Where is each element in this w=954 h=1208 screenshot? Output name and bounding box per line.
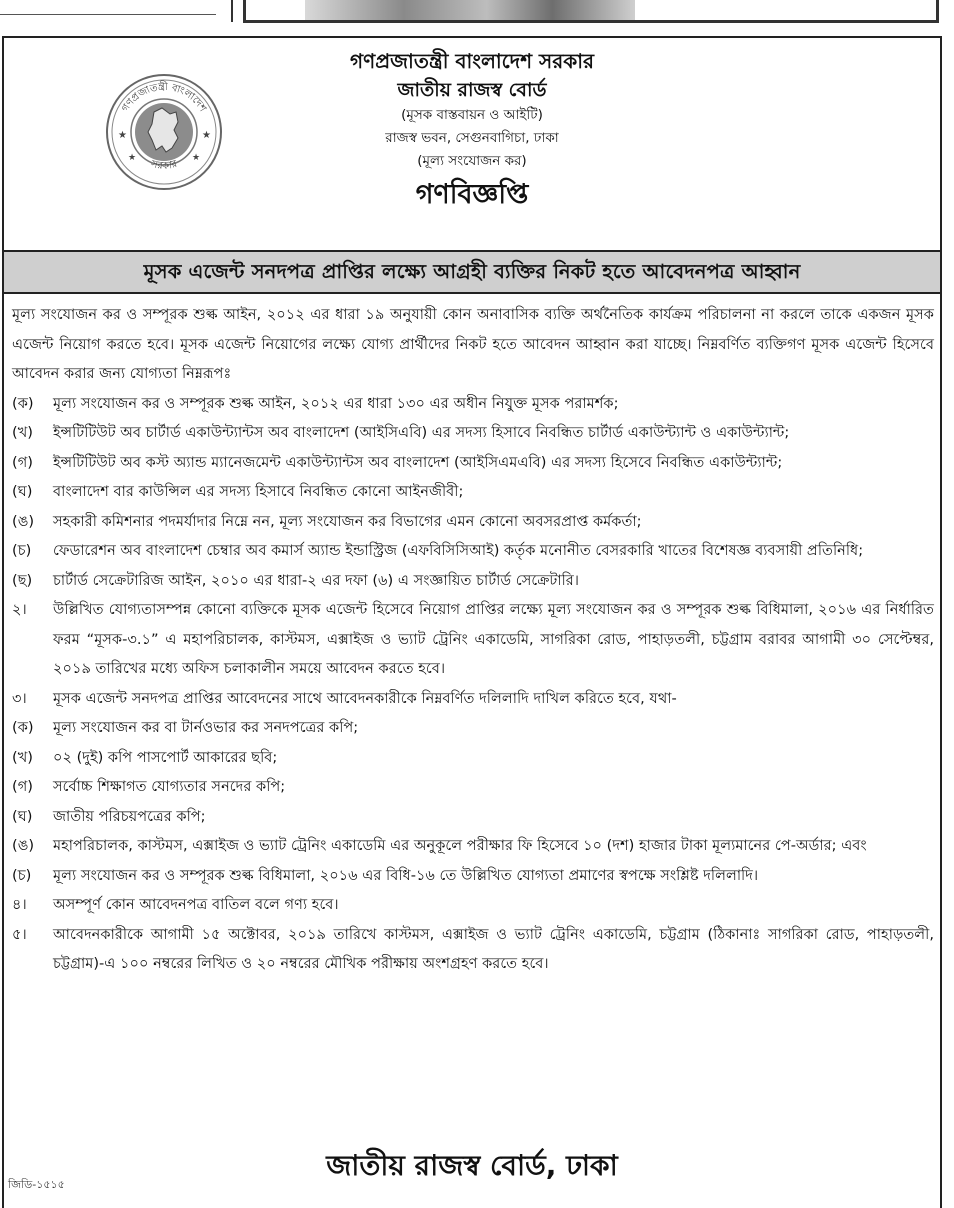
section-number: ৩। — [12, 689, 27, 707]
notice-header — [4, 38, 940, 250]
item-text: মূল্য সংযোজন কর ও সম্পূরক শুল্ক আইন, ২০১২ এর ধারা ১৩০ এর অধীন নিযুক্ত মূসক পরামর্শক; — [53, 394, 619, 412]
item-label: (খ) — [12, 424, 33, 441]
section-text: অসম্পূর্ণ কোন আবেদনপত্র বাতিল বলে গণ্য হবে। — [53, 896, 339, 913]
item-text: ফেডারেশন অব বাংলাদেশ চেম্বার অব কমার্স অ্যান্ড ইন্ডাস্ট্রিজ (এফবিসিসিআই) কর্তৃক মনোনীত বেসরকারি খাতের বিশেষজ্ঞ ব্যবসায়ী প্রতিনিধি; — [53, 542, 864, 559]
item-label: (খ) — [12, 748, 33, 766]
eligibility-item — [12, 477, 934, 507]
item-label: (ছ) — [12, 571, 33, 589]
department-name: (মূল্য সংযোজন কর) — [417, 153, 527, 169]
item-text: সহকারী কমিশনার পদমর্যাদার নিম্নে নন, মূল্য সংযোজন কর বিভাগের এমন কোনো অবসরপ্রাপ্ত কর্মকর্তা; — [53, 512, 642, 530]
item-text: বাংলাদেশ বার কাউন্সিল এর সদস্য হিসাবে নিবন্ধিত কোনো আইনজীবী; — [53, 483, 464, 500]
eligibility-item — [12, 536, 934, 566]
item-label: (চ) — [12, 542, 32, 559]
header-lines — [304, 46, 640, 215]
notice-frame — [2, 36, 942, 1208]
section-3 — [12, 684, 934, 714]
section-5 — [12, 920, 934, 979]
item-label: (ঙ) — [12, 837, 35, 854]
item-label: (ঙ) — [12, 512, 35, 530]
item-text: ০২ (দুই) কপি পাসপোর্ট আকারের ছবি; — [53, 748, 278, 766]
gd-code: জিডি-১৫১৫ — [8, 1178, 65, 1191]
document-item — [12, 861, 934, 891]
eligibility-item — [12, 389, 934, 419]
document-item — [12, 713, 934, 743]
item-text: ইন্সটিটিউট অব চার্টার্ড একাউন্ট্যান্টস অব বাংলাদেশ (আইসিএবি) এর সদস্য হিসাবে নিবন্ধিত চার্টার্ড একাউন্ট্যান্ট ও একাউন্ট্যান্ট; — [53, 424, 790, 441]
item-label: (ঘ) — [12, 807, 33, 825]
item-text: মূল্য সংযোজন কর ও সম্পূরক শুল্ক বিধিমালা, ২০১৬ এর বিধি-১৬ তে উল্লিখিত যোগ্যতা প্রমাণের স্বপক্ষে সংশ্লিষ্ট দলিলাদি। — [53, 866, 759, 884]
item-text: মহাপরিচালক, কাস্টমস, এক্সাইজ ও ভ্যাট ট্রেনিং একাডেমি এর অনুকূলে পরীক্ষার ফি হিসেবে ১০ (দশ) হাজার টাকা মূল্যমানের পে-অর্ডার; এবং — [53, 837, 867, 854]
svg-text:★: ★ — [128, 153, 137, 163]
item-text: চার্টার্ড সেক্রেটারিজ আইন, ২০১০ এর ধারা-২ এর দফা (৬) এ সংজ্ঞায়িত চার্টার্ড সেক্রেটারি। — [53, 571, 580, 589]
seal-text-bottom: সরকার — [149, 158, 179, 172]
intro-paragraph: মূল্য সংযোজন কর ও সম্পূরক শুল্ক আইন, ২০১২ এর ধারা ১৯ অনুযায়ী কোন অনাবাসিক ব্যক্তি অর্থনৈতিক কার্যক্রম পরিচালনা না করলে তাকে একজন মূসক এজেন্ট নিয়োগ করতে হবে। মূসক এজেন্ট নিয়োগের লক্ষ্যে যোগ্য প্রার্থীদের নিকট হতে আবেদন আহ্বান করা যাচ্ছে। নিম্নবর্ণিত ব্যক্তিগণ মূসক এজেন্ট হিসেবে আবেদন করার জন্য যোগ্যতা নিম্নরূপঃ — [12, 306, 934, 382]
government-name: গণপ্রজাতন্ত্রী বাংলাদেশ সরকার — [350, 49, 594, 73]
wing-name: (মূসক বাস্তবায়ন ও আইটি) — [401, 107, 543, 123]
section-2 — [12, 595, 934, 684]
document-item — [12, 743, 934, 773]
item-text: জাতীয় পরিচয়পত্রের কপি; — [53, 807, 206, 825]
government-seal — [104, 72, 224, 192]
section-number: ২। — [12, 601, 27, 618]
board-address: রাজস্ব ভবন, সেগুনবাগিচা, ঢাকা — [385, 130, 559, 146]
column-rule — [231, 0, 233, 22]
notice-title: গণবিজ্ঞপ্তি — [415, 179, 529, 210]
eligibility-item — [12, 418, 934, 448]
item-text: সর্বোচ্চ শিক্ষাগত যোগ্যতার সনদের কপি; — [53, 778, 286, 795]
document-item — [12, 772, 934, 802]
section-number: ৪। — [12, 896, 27, 913]
seal-text-top: গণপ্রজাতন্ত্রী বাংলাদেশ — [120, 81, 208, 114]
top-strip — [0, 0, 954, 26]
svg-text:★: ★ — [118, 130, 127, 141]
item-label: (ঘ) — [12, 483, 33, 500]
notice-body — [12, 300, 934, 979]
item-label: (গ) — [12, 453, 33, 471]
issuer-signature: জাতীয় রাজস্ব বোর্ড, ঢাকা — [326, 1149, 618, 1182]
document-item — [12, 802, 934, 832]
section-4 — [12, 890, 934, 920]
eligibility-item — [12, 566, 934, 596]
section-text: উল্লিখিত যোগ্যতাসম্পন্ন কোনো ব্যক্তিকে মূসক এজেন্ট হিসেবে নিয়োগ প্রাপ্তির লক্ষ্যে মূল্য সংযোজন কর ও সম্পূরক শুল্ক বিধিমালা, ২০১৬ এর নির্ধারিত ফরম “মূসক-৩.১” এ মহাপরিচালক, কাস্টমস, এক্সাইজ ও ভ্যাট ট্রেনিং একাডেমি, সাগরিকা রোড, পাহাড়তলী, চট্টগ্রাম বরাবর আগামী ৩০ সেপ্টেম্বর, ২০১৯ তারিখের মধ্যে অফিস চলাকালীন সময়ে আবেদন করতে হবে। — [53, 601, 934, 677]
previous-ad-edge — [0, 0, 216, 15]
eligibility-item — [12, 448, 934, 478]
item-label: (চ) — [12, 866, 32, 884]
eligibility-item — [12, 507, 934, 537]
svg-text:★: ★ — [192, 153, 201, 163]
notice-banner: মূসক এজেন্ট সনদপত্র প্রাপ্তির লক্ষ্যে আগ্রহী ব্যক্তির নিকট হতে আবেদনপত্র আহ্বান — [4, 250, 940, 294]
item-text: ইন্সটিটিউট অব কস্ট অ্যান্ড ম্যানেজমেন্ট একাউন্ট্যান্টস অব বাংলাদেশ (আইসিএমএবি) এর সদস্য হিসেবে নিবন্ধিত একাউন্ট্যান্ট; — [53, 453, 783, 471]
previous-ad-photo — [305, 0, 635, 20]
item-label: (ক) — [12, 394, 34, 412]
section-number: ৫। — [12, 925, 27, 943]
item-text: মূল্য সংযোজন কর বা টার্নওভার কর সনদপত্রের কপি; — [53, 719, 359, 736]
svg-text:★: ★ — [202, 130, 211, 141]
document-item — [12, 831, 934, 861]
item-label: (ক) — [12, 719, 34, 736]
section-text: আবেদনকারীকে আগামী ১৫ অক্টোবর, ২০১৯ তারিখে কাস্টমস, এক্সাইজ ও ভ্যাট ট্রেনিং একাডেমি, চট্টগ্রাম (ঠিকানাঃ সাগরিকা রোড, পাহাড়তলী, চট্টগ্রাম)-এ ১০০ নম্বরের লিখিত ও ২০ নম্বরের মৌখিক পরীক্ষায় অংশগ্রহণ করতে হবে। — [53, 925, 934, 972]
section-text: মূসক এজেন্ট সনদপত্র প্রাপ্তির আবেদনের সাথে আবেদনকারীকে নিম্নবর্ণিত দলিলাদি দাখিল করিতে হবে, যথা- — [53, 689, 677, 707]
board-name: জাতীয় রাজস্ব বোর্ড — [397, 79, 547, 101]
item-label: (গ) — [12, 778, 33, 795]
